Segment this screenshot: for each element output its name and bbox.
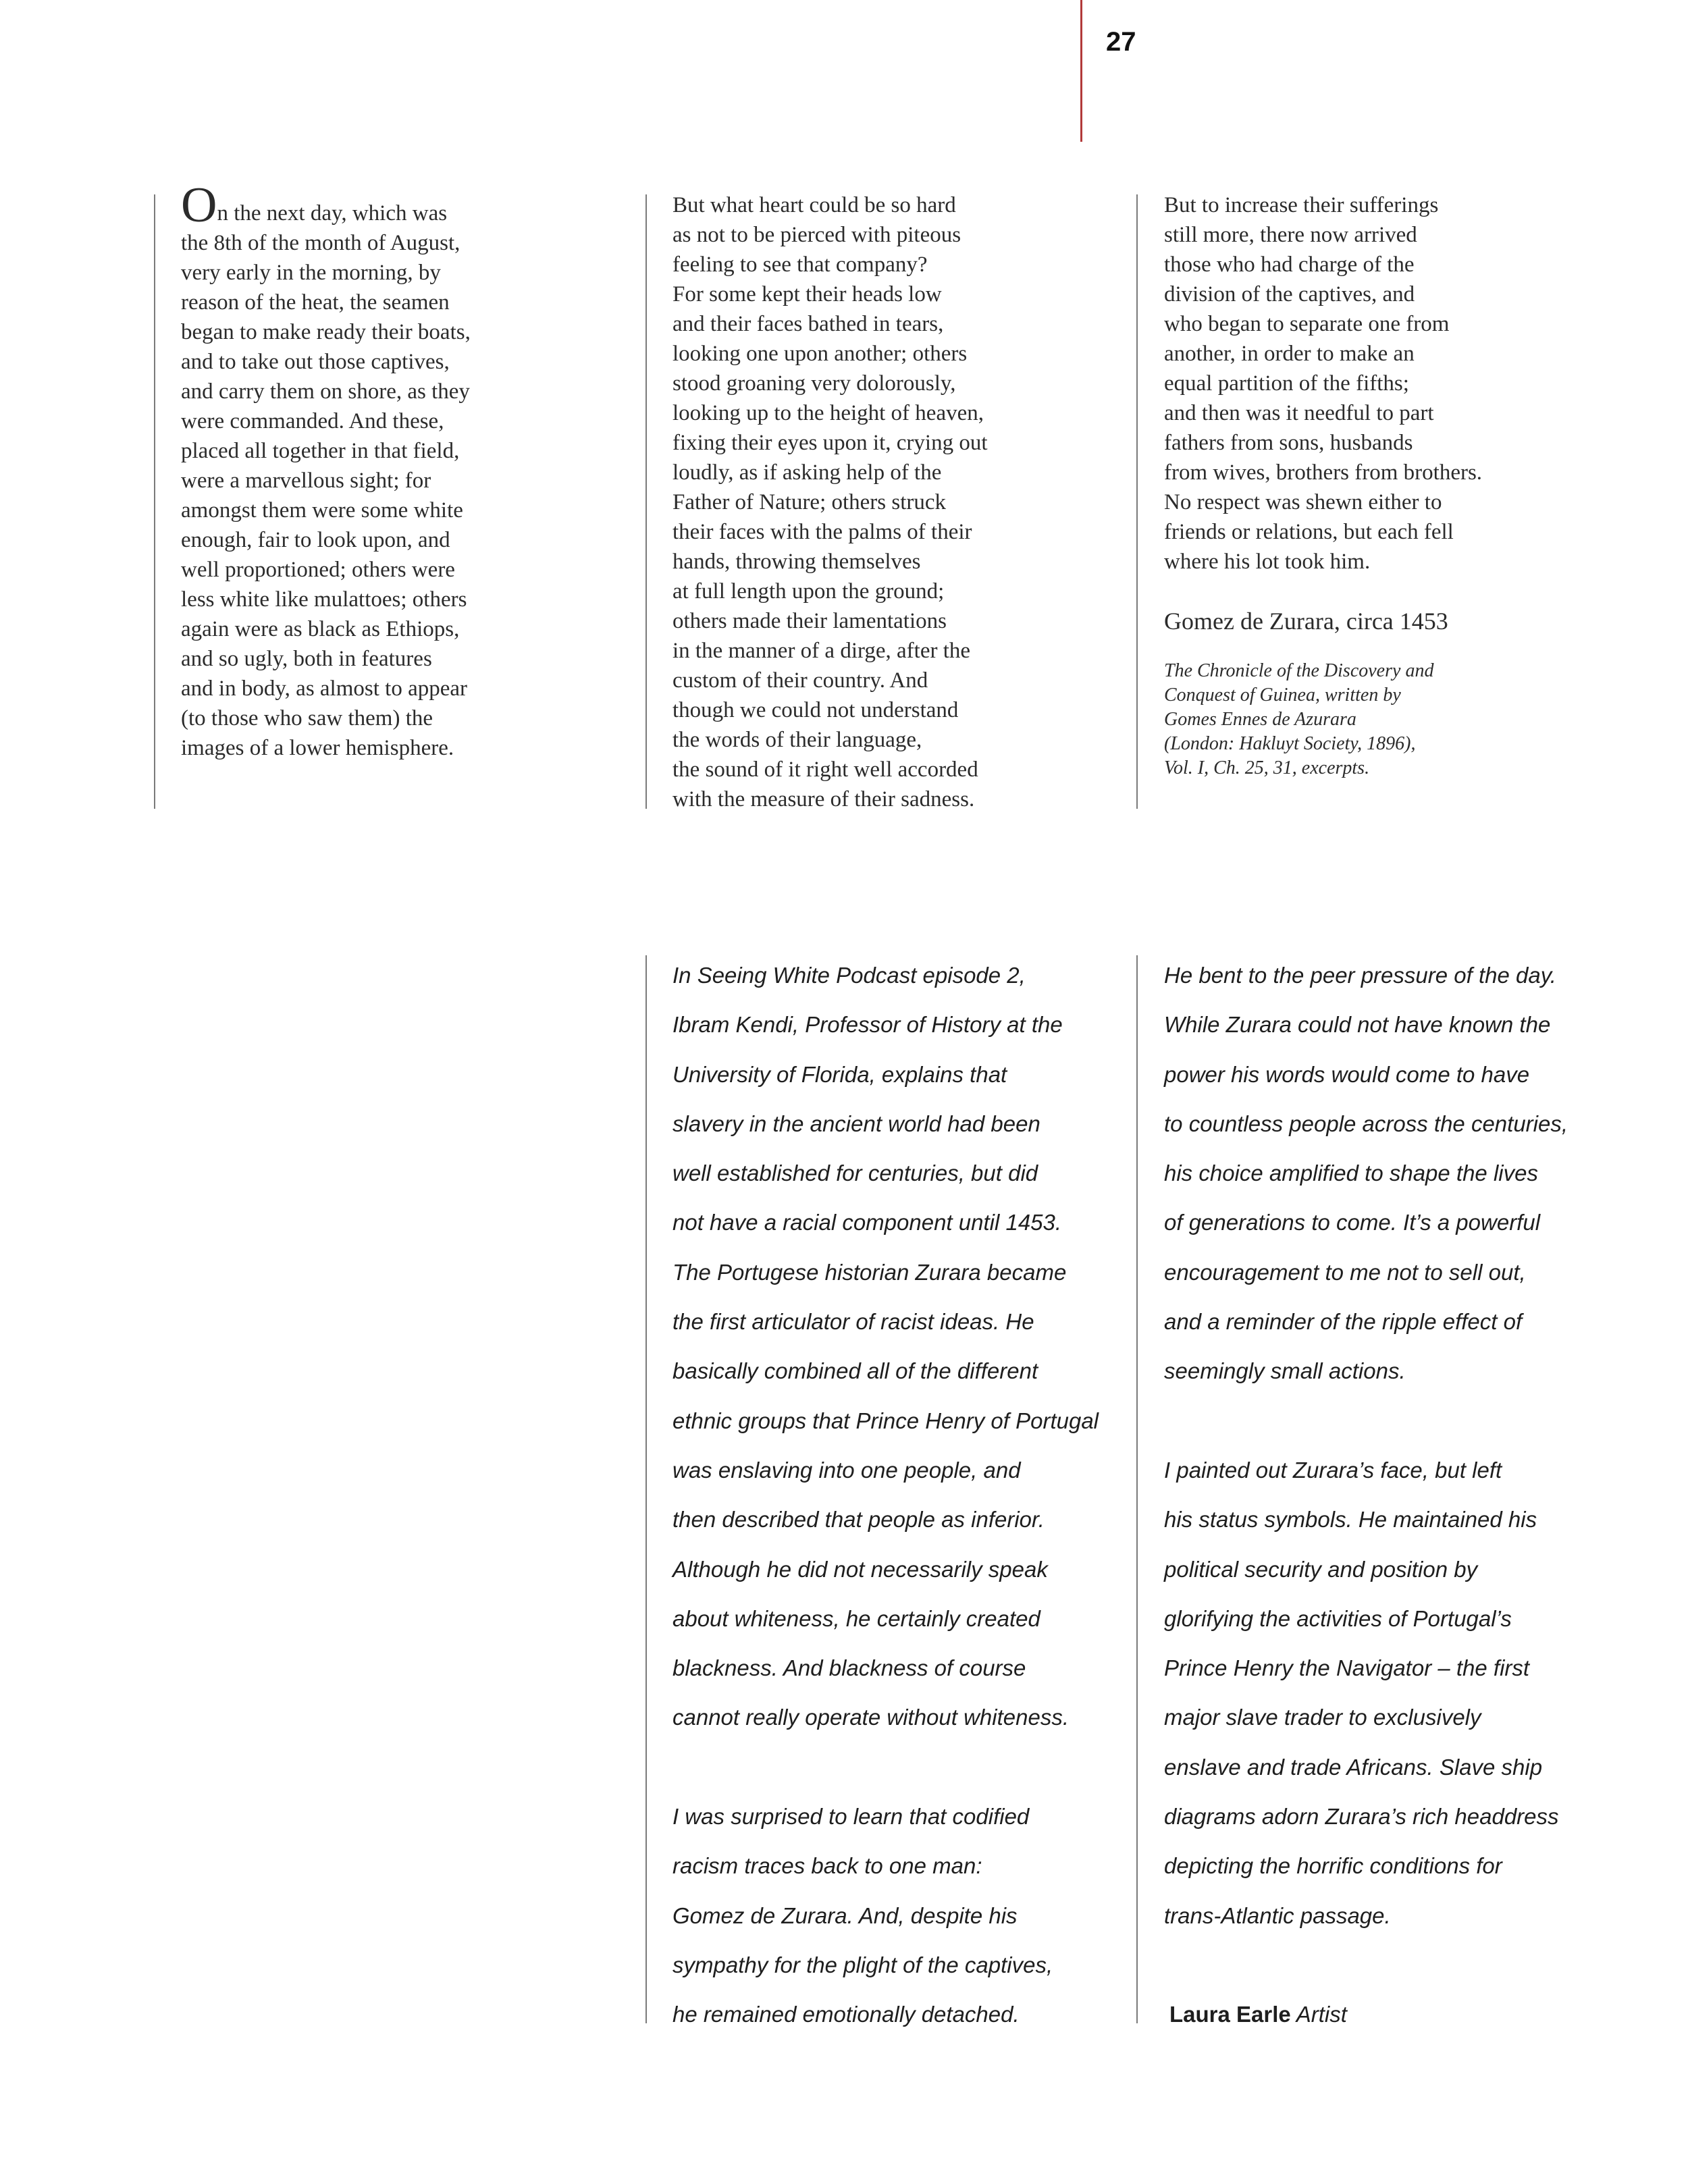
text-line: But what heart could be so hard (672, 193, 956, 217)
text-line: encouragement to me not to sell out, (1164, 1259, 1526, 1285)
text-line: racism traces back to one man: (672, 1853, 982, 1879)
text-line: to countless people across the centuries, (1164, 1111, 1568, 1136)
text-line: loudly, as if asking help of the (672, 460, 942, 485)
text-line: their faces with the palms of their (672, 520, 972, 544)
text-line: political security and position by (1164, 1556, 1478, 1582)
text-line: reason of the heat, the seamen (181, 290, 450, 315)
text-line: looking up to the height of heaven, (672, 401, 984, 425)
artist-signature (1169, 1990, 1637, 2039)
paragraph-gap (1164, 1396, 1637, 1445)
text-line: another, in order to make an (1164, 342, 1415, 366)
text-line: in the manner of a dirge, after the (672, 639, 971, 663)
text-line: power his words would come to have (1164, 1061, 1530, 1087)
text-line: and to take out those captives, (181, 350, 450, 374)
text-line: the first articulator of racist ideas. He (672, 1309, 1034, 1335)
text-line: then described that people as inferior. (672, 1507, 1045, 1533)
text-line: from wives, brothers from brothers. (1164, 460, 1483, 485)
text-line: diagrams adorn Zurara’s rich headdress (1164, 1804, 1559, 1830)
commentary-column-2 (1164, 951, 1637, 2040)
citation-line: Gomes Ennes de Azurara (1164, 709, 1356, 730)
header-accent-rule (1080, 0, 1082, 142)
text-line: less white like mulattoes; others (181, 587, 467, 612)
text-line: division of the captives, and (1164, 282, 1415, 307)
text-line: of generations to come. It’s a powerful (1164, 1210, 1541, 1235)
text-line: custom of their country. And (672, 668, 928, 693)
commentary-column-1 (672, 951, 1132, 2040)
column-rule (154, 194, 155, 809)
text-line: equal partition of the fifths; (1164, 371, 1409, 396)
text-line: and their faces bathed in tears, (672, 312, 944, 336)
text-line: In Seeing White Podcast episode 2, (672, 963, 1026, 988)
text-line: For some kept their heads low (672, 282, 942, 307)
text-line: were commanded. And these, (181, 409, 444, 433)
text-line: with the measure of their sadness. (672, 787, 975, 811)
text-line: his choice amplified to shape the lives (1164, 1161, 1538, 1186)
text-line: and a reminder of the ripple effect of (1164, 1309, 1523, 1335)
text-line: was enslaving into one people, and (672, 1457, 1021, 1483)
column-rule (1136, 194, 1138, 809)
text-line: Father of Nature; others struck (672, 490, 947, 514)
text-line: blackness. And blackness of course (672, 1655, 1026, 1681)
text-line: began to make ready their boats, (181, 320, 471, 344)
citation-line: Vol. I, Ch. 25, 31, excerpts. (1164, 757, 1370, 778)
text-line: amongst them were some white (181, 498, 463, 523)
text-line: were a marvellous sight; for (181, 469, 431, 493)
quote-column-1 (181, 178, 613, 763)
citation-line: (London: Hakluyt Society, 1896), (1164, 733, 1416, 754)
paragraph-gap (672, 1742, 1132, 1792)
text-line: basically combined all of the different (672, 1358, 1038, 1384)
text-line: enough, fair to look upon, and (181, 528, 450, 552)
text-line: placed all together in that field, (181, 439, 460, 463)
text-line: and carry them on shore, as they (181, 379, 470, 404)
text-line: the words of their language, (672, 728, 922, 752)
text-line: friends or relations, but each fell (1164, 520, 1454, 544)
text-line: He bent to the peer pressure of the day. (1164, 963, 1556, 988)
text-line: his status symbols. He maintained his (1164, 1507, 1537, 1533)
source-citation (1164, 659, 1610, 780)
text-line: Gomez de Zurara. And, despite his (672, 1902, 1018, 1928)
text-line: feeling to see that company? (672, 252, 928, 277)
text-line: and so ugly, both in features (181, 647, 432, 671)
text-line: University of Florida, explains that (672, 1061, 1007, 1087)
quote-attribution: Gomez de Zurara, circa 1453 (1164, 608, 1448, 635)
page-number: 27 (1106, 27, 1136, 57)
quote-column-3 (1164, 190, 1610, 780)
text-line: depicting the horrific conditions for (1164, 1853, 1502, 1879)
dropcap: O (181, 178, 217, 233)
text-line: not have a racial component until 1453. (672, 1210, 1062, 1235)
quote-column-2 (672, 190, 1118, 814)
text-line: about whiteness, he certainly created (672, 1605, 1040, 1631)
text-line: The Portugese historian Zurara became (672, 1259, 1067, 1285)
column-rule (645, 955, 647, 2023)
text-line: (to those who saw them) the (181, 706, 433, 730)
text-line: cannot really operate without whiteness. (672, 1705, 1070, 1730)
text-line: enslave and trade Africans. Slave ship (1164, 1754, 1543, 1780)
text-line: Prince Henry the Navigator – the first (1164, 1655, 1530, 1681)
text-line: stood groaning very dolorously, (672, 371, 956, 396)
artist-name: Laura Earle (1169, 2002, 1291, 2027)
text-line: But to increase their sufferings (1164, 193, 1439, 217)
text-line: slavery in the ancient world had been (672, 1111, 1040, 1136)
column-rule (645, 194, 647, 809)
text-line: well proportioned; others were (181, 558, 455, 582)
column-rule (1136, 955, 1138, 2023)
text-line: very early in the morning, by (181, 261, 441, 285)
text-line: images of a lower hemisphere. (181, 736, 454, 760)
text-line: at full length upon the ground; (672, 579, 945, 604)
text-line: sympathy for the plight of the captives, (672, 1952, 1053, 1977)
text-line: trans-Atlantic passage. (1164, 1902, 1391, 1928)
text-line: looking one upon another; others (672, 342, 968, 366)
text-line: who began to separate one from (1164, 312, 1450, 336)
text-line: and then was it needful to part (1164, 401, 1434, 425)
text-line: While Zurara could not have known the (1164, 1012, 1551, 1038)
text-line: the 8th of the month of August, (181, 231, 460, 255)
text-line: where his lot took him. (1164, 550, 1371, 574)
text-line: Ibram Kendi, Professor of History at the (672, 1012, 1063, 1038)
text-line: still more, there now arrived (1164, 223, 1417, 247)
citation-line: Conquest of Guinea, written by (1164, 685, 1401, 705)
text-line: n the next day, which was (217, 201, 448, 225)
text-line: fixing their eyes upon it, crying out (672, 431, 988, 455)
text-line: I painted out Zurara’s face, but left (1164, 1457, 1502, 1483)
text-line: he remained emotionally detached. (672, 2002, 1020, 2027)
artist-role: Artist (1296, 2002, 1347, 2027)
text-line: ethnic groups that Prince Henry of Portugal (672, 1408, 1099, 1433)
text-line: as not to be pierced with piteous (672, 223, 961, 247)
text-line: those who had charge of the (1164, 252, 1415, 277)
text-line: again were as black as Ethiops, (181, 617, 460, 641)
text-line: I was surprised to learn that codified (672, 1804, 1030, 1830)
text-line: and in body, as almost to appear (181, 676, 468, 701)
text-line: others made their lamentations (672, 609, 947, 633)
text-line: well established for centuries, but did (672, 1161, 1038, 1186)
citation-line: The Chronicle of the Discovery and (1164, 660, 1434, 681)
text-line: seemingly small actions. (1164, 1358, 1406, 1384)
text-line: fathers from sons, husbands (1164, 431, 1413, 455)
text-line: the sound of it right well accorded (672, 757, 978, 782)
text-line: Although he did not necessarily speak (672, 1556, 1048, 1582)
text-line: hands, throwing themselves (672, 550, 921, 574)
text-line: though we could not understand (672, 698, 959, 722)
paragraph-gap (1164, 1940, 1637, 1990)
text-line: No respect was shewn either to (1164, 490, 1442, 514)
text-line: major slave trader to exclusively (1164, 1705, 1481, 1730)
text-line: glorifying the activities of Portugal’s (1164, 1605, 1512, 1631)
